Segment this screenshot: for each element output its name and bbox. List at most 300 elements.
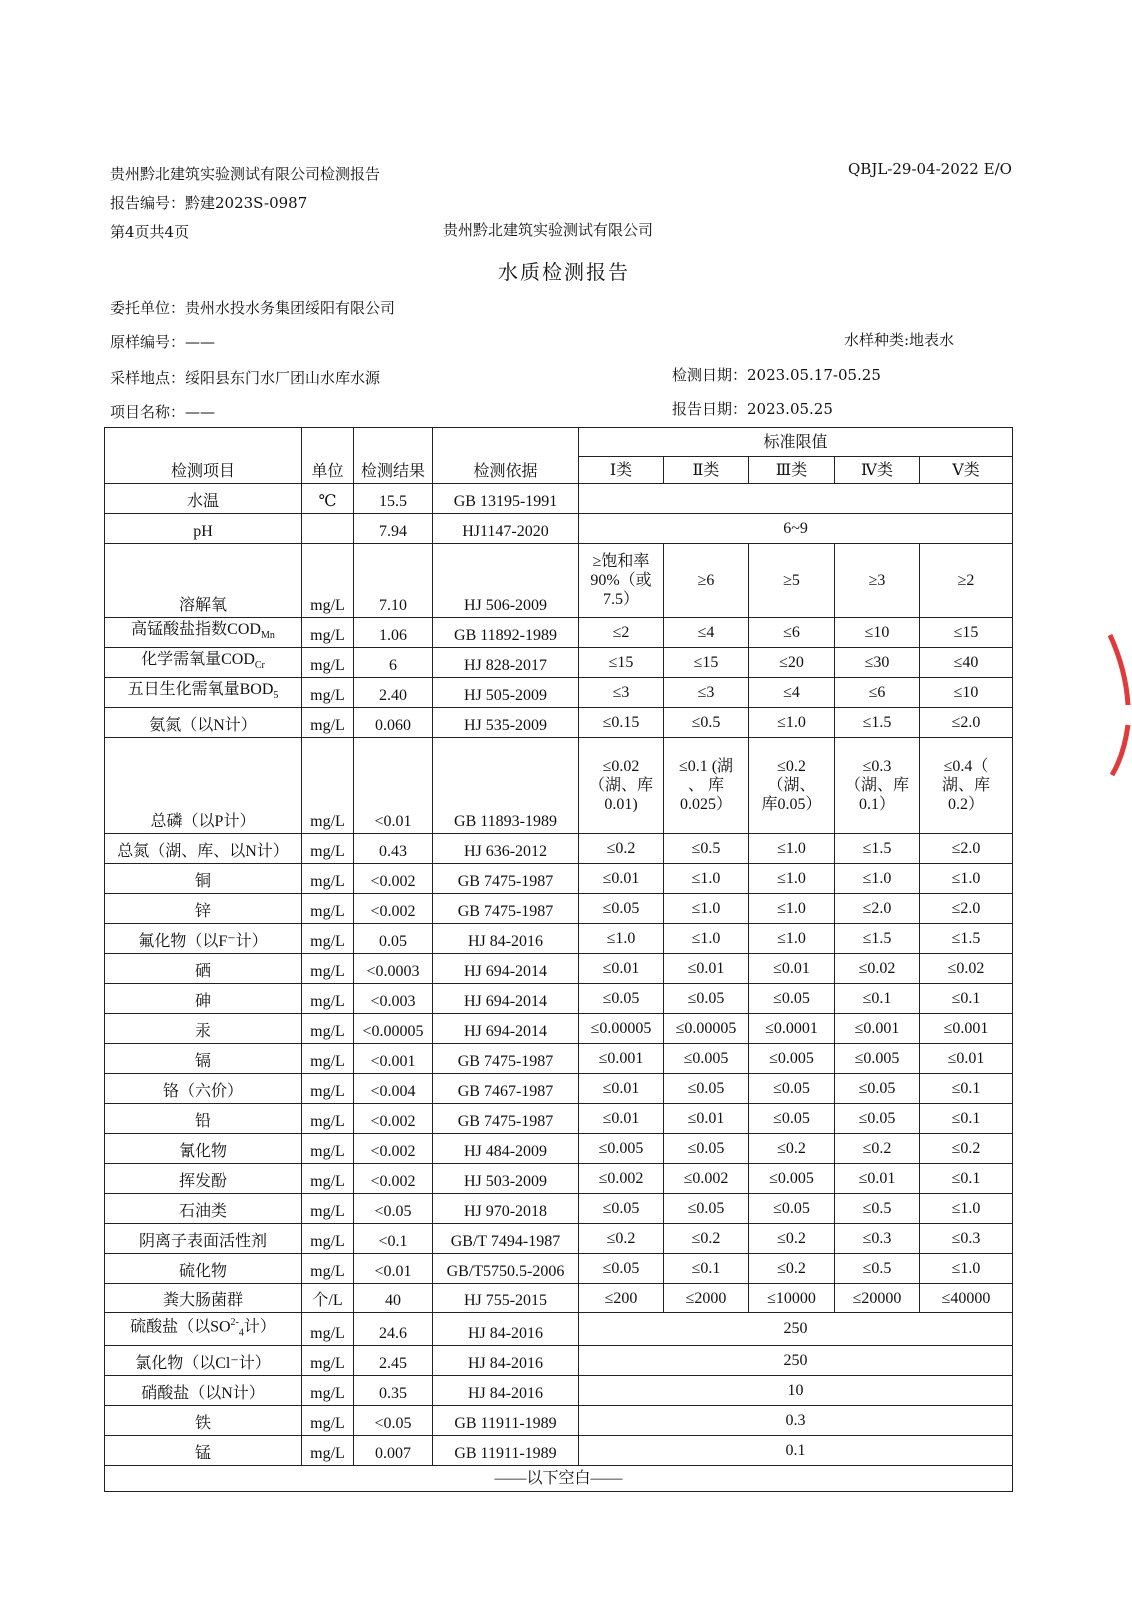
unit-cell: mg/L (302, 1375, 354, 1405)
limit-class-3-cell: ≤0.0001 (749, 1014, 835, 1044)
limit-class-1-cell: ≤0.05 (579, 1254, 664, 1284)
method-cell: HJ 84-2016 (433, 924, 579, 954)
limit-class-2-cell: ≤0.5 (664, 834, 749, 864)
item-name: 锌 (194, 903, 211, 920)
result-cell: <0.01 (354, 738, 433, 834)
item-subscript: 5 (273, 690, 279, 701)
limit-class-4-cell: ≤0.2 (835, 1134, 920, 1164)
limit-class-4-cell: ≤0.3 (835, 1224, 920, 1254)
result-cell: 6 (354, 648, 433, 678)
item-name-cell (105, 1164, 302, 1194)
table-row (105, 1284, 1013, 1313)
limit-class-3-cell: ≤0.05 (749, 1104, 835, 1134)
limit-class-2-cell: ≤1.0 (664, 924, 749, 954)
result-cell: 0.060 (354, 708, 433, 738)
limit-class-2-cell: ≤0.01 (664, 1104, 749, 1134)
limit-class-3-cell: ≤0.2 (749, 1134, 835, 1164)
unit-cell: mg/L (302, 1194, 354, 1224)
table-row (105, 1044, 1013, 1074)
unit-cell: mg/L (302, 1313, 354, 1346)
limit-class-4-cell: ≤0.3 （湖、库 0.1） (835, 738, 920, 834)
item-name-cell (105, 514, 302, 544)
result-cell: <0.05 (354, 1194, 433, 1224)
limit-class-3-cell: ≤1.0 (749, 864, 835, 894)
item-name-cell (105, 924, 302, 954)
unit-cell: mg/L (302, 544, 354, 618)
limit-class-2-cell: ≤0.5 (664, 708, 749, 738)
method-cell: HJ1147-2020 (433, 514, 579, 544)
item-name: 化学需氧量COD (141, 650, 255, 668)
limit-class-5-cell: ≤15 (920, 618, 1013, 648)
result-cell: <0.05 (354, 1405, 433, 1435)
limit-class-3-cell: ≤0.005 (749, 1044, 835, 1074)
table-row (105, 1134, 1013, 1164)
method-cell: HJ 506-2009 (433, 544, 579, 618)
item-name-cell (105, 1405, 302, 1435)
method-cell: HJ 970-2018 (433, 1194, 579, 1224)
item-name: 硒 (194, 963, 211, 980)
item-name: 五日生化需氧量BOD (127, 680, 274, 698)
limit-class-2-cell: ≥6 (664, 544, 749, 618)
limit-class-2-cell: ≤1.0 (664, 894, 749, 924)
limit-class-4-cell: ≤0.005 (835, 1044, 920, 1074)
limit-class-1-cell: ≤0.005 (579, 1134, 664, 1164)
limit-class-5-cell: ≤0.1 (920, 1164, 1013, 1194)
item-name-cell (105, 834, 302, 864)
limit-class-2-cell: ≤0.1 (664, 1254, 749, 1284)
limit-class-5-cell: ≤0.01 (920, 1044, 1013, 1074)
result-cell: <0.002 (354, 1134, 433, 1164)
unit-cell: mg/L (302, 708, 354, 738)
limit-class-5-cell: ≥2 (920, 544, 1013, 618)
limit-class-1-cell: ≤1.0 (579, 924, 664, 954)
limit-class-5-cell: ≤0.1 (920, 1104, 1013, 1134)
item-name: 氰化物 (178, 1143, 227, 1160)
item-name: 高锰酸盐指数COD (131, 620, 261, 638)
unit-cell: 个/L (302, 1284, 354, 1313)
limit-class-4-cell: ≥3 (835, 544, 920, 618)
sample-number-field: 原样编号：—— (110, 333, 216, 351)
document-code: QBJL-29-04-2022 E/O (848, 160, 1012, 178)
table-row (105, 954, 1013, 984)
location-field: 采样地点：绥阳县东门水厂团山水库水源 (110, 369, 381, 387)
limit-class-5-cell: ≤1.0 (920, 864, 1013, 894)
results-table (104, 427, 1013, 1492)
result-cell: <0.002 (354, 894, 433, 924)
limit-class-2-cell: ≤2000 (664, 1284, 749, 1313)
unit-cell: mg/L (302, 1074, 354, 1104)
page-info: 第4页共4页 (110, 223, 190, 241)
item-name: 锰 (194, 1444, 211, 1462)
limit-class-3-cell: ≤20 (749, 648, 835, 678)
item-name-cell (105, 1134, 302, 1164)
limit-class-5-cell: ≤1.0 (920, 1254, 1013, 1284)
header-class-3: Ⅲ类 (749, 457, 835, 484)
item-name: 铁 (194, 1414, 211, 1432)
result-cell: 2.40 (354, 678, 433, 708)
unit-cell: mg/L (302, 1405, 354, 1435)
method-cell: GB 11893-1989 (433, 738, 579, 834)
report-date-field: 报告日期：2023.05.25 (672, 400, 833, 418)
limit-class-4-cell: ≤2.0 (835, 894, 920, 924)
unit-cell: mg/L (302, 894, 354, 924)
limit-class-5-cell: ≤0.02 (920, 954, 1013, 984)
method-cell: HJ 694-2014 (433, 954, 579, 984)
limit-class-4-cell: ≤6 (835, 678, 920, 708)
table-row (105, 834, 1013, 864)
unit-cell: mg/L (302, 618, 354, 648)
item-name-cell (105, 1044, 302, 1074)
item-name-cell (105, 544, 302, 618)
item-name-cell (105, 864, 302, 894)
method-cell: GB 11911-1989 (433, 1435, 579, 1465)
table-row (105, 864, 1013, 894)
table-row (105, 1435, 1013, 1465)
item-name-cell (105, 484, 302, 514)
limit-class-1-cell: ≤0.01 (579, 954, 664, 984)
limit-class-1-cell: ≤0.2 (579, 1224, 664, 1254)
unit-cell: mg/L (302, 1164, 354, 1194)
company-report-title: 贵州黔北建筑实验测试有限公司检测报告 (110, 165, 381, 183)
item-name-cell (105, 1104, 302, 1134)
item-name: 阴离子表面活性剂 (138, 1233, 267, 1250)
limit-class-3-cell: ≤1.0 (749, 708, 835, 738)
item-name-cell (105, 954, 302, 984)
item-name-cell (105, 678, 302, 708)
limit-class-1-cell: ≥饱和率 90%（或 7.5） (579, 544, 664, 618)
method-cell: HJ 828-2017 (433, 648, 579, 678)
limit-class-5-cell: ≤40 (920, 648, 1013, 678)
item-name: 铜 (194, 873, 211, 890)
result-cell: <0.1 (354, 1224, 433, 1254)
item-name: 水温 (186, 493, 219, 510)
method-cell: HJ 535-2009 (433, 708, 579, 738)
limit-merged-cell (579, 484, 1013, 514)
limit-class-3-cell: ≤10000 (749, 1284, 835, 1313)
table-row (105, 1164, 1013, 1194)
limit-class-4-cell: ≤0.05 (835, 1074, 920, 1104)
unit-cell: mg/L (302, 924, 354, 954)
table-row (105, 1345, 1013, 1375)
limit-class-5-cell: ≤0.1 (920, 984, 1013, 1014)
limit-class-5-cell: ≤1.0 (920, 1194, 1013, 1224)
table-row (105, 924, 1013, 954)
limit-class-2-cell: ≤0.00005 (664, 1014, 749, 1044)
table-row (105, 484, 1013, 514)
limit-class-5-cell: ≤0.001 (920, 1014, 1013, 1044)
limit-class-5-cell: ≤1.5 (920, 924, 1013, 954)
method-cell: GB 13195-1991 (433, 484, 579, 514)
limit-class-3-cell: ≤0.2 (749, 1254, 835, 1284)
limit-class-3-cell: ≤1.0 (749, 924, 835, 954)
limit-class-1-cell: ≤0.05 (579, 984, 664, 1014)
item-name: 氯化物（以Cl⁻计） (135, 1354, 271, 1372)
limit-class-3-cell: ≤0.01 (749, 954, 835, 984)
limit-class-3-cell: ≥5 (749, 544, 835, 618)
limit-class-1-cell: ≤0.01 (579, 1104, 664, 1134)
limit-class-1-cell: ≤3 (579, 678, 664, 708)
limit-class-2-cell: ≤0.01 (664, 954, 749, 984)
limit-class-4-cell: ≤30 (835, 648, 920, 678)
table-row (105, 984, 1013, 1014)
limit-class-5-cell: ≤40000 (920, 1284, 1013, 1313)
item-name: 硫化物 (178, 1263, 227, 1280)
item-name-cell (105, 1284, 302, 1313)
limit-class-1-cell: ≤0.2 (579, 834, 664, 864)
method-cell: GB 7475-1987 (433, 1044, 579, 1074)
header-item: 检测项目 (105, 428, 302, 484)
unit-cell: mg/L (302, 1044, 354, 1074)
method-cell: GB 7467-1987 (433, 1074, 579, 1104)
result-cell: <0.002 (354, 1164, 433, 1194)
header-class-1: Ⅰ类 (579, 457, 664, 484)
unit-cell: mg/L (302, 738, 354, 834)
unit-cell: mg/L (302, 864, 354, 894)
unit-cell: mg/L (302, 1254, 354, 1284)
limit-class-1-cell: ≤0.01 (579, 864, 664, 894)
company-name: 贵州黔北建筑实验测试有限公司 (443, 221, 654, 239)
table-row (105, 544, 1013, 618)
seal-fragment (1102, 630, 1132, 780)
unit-cell: mg/L (302, 1104, 354, 1134)
result-cell: 40 (354, 1284, 433, 1313)
method-cell: HJ 84-2016 (433, 1375, 579, 1405)
limit-class-5-cell: ≤10 (920, 678, 1013, 708)
table-row (105, 1375, 1013, 1405)
table-footer-note: ——以下空白—— (105, 1465, 1013, 1491)
table-row (105, 1074, 1013, 1104)
report-number: 报告编号：黔建2023S-0987 (110, 194, 308, 212)
table-row (105, 1014, 1013, 1044)
page-title: 水质检测报告 (498, 260, 630, 284)
limit-class-1-cell: ≤15 (579, 648, 664, 678)
result-cell: <0.001 (354, 1044, 433, 1074)
unit-cell: mg/L (302, 678, 354, 708)
header-class-5: Ⅴ类 (920, 457, 1013, 484)
item-name: 溶解氧 (178, 597, 227, 614)
item-name: 铅 (194, 1113, 211, 1130)
table-row (105, 1405, 1013, 1435)
table-row (105, 738, 1013, 834)
limit-class-3-cell: ≤1.0 (749, 894, 835, 924)
test-date-field: 检测日期：2023.05.17-05.25 (672, 366, 881, 384)
result-cell: 0.35 (354, 1375, 433, 1405)
limit-class-5-cell: ≤0.2 (920, 1134, 1013, 1164)
limit-class-5-cell: ≤2.0 (920, 834, 1013, 864)
unit-cell: mg/L (302, 1014, 354, 1044)
table-row (105, 1313, 1013, 1346)
method-cell: HJ 694-2014 (433, 984, 579, 1014)
limit-class-1-cell: ≤0.001 (579, 1044, 664, 1074)
table-row (105, 1224, 1013, 1254)
limit-class-5-cell: ≤2.0 (920, 894, 1013, 924)
limit-class-3-cell: ≤1.0 (749, 834, 835, 864)
method-cell: HJ 505-2009 (433, 678, 579, 708)
result-cell: 7.10 (354, 544, 433, 618)
unit-cell: mg/L (302, 834, 354, 864)
limit-class-1-cell: ≤0.05 (579, 1194, 664, 1224)
table-row (105, 708, 1013, 738)
item-name: 总氮（湖、库、以N计） (117, 843, 289, 860)
limit-merged-cell: 0.3 (579, 1405, 1013, 1435)
limit-class-5-cell: ≤2.0 (920, 708, 1013, 738)
limit-class-4-cell: ≤10 (835, 618, 920, 648)
header-class-4: Ⅳ类 (835, 457, 920, 484)
item-name: 铬（六价） (162, 1083, 243, 1100)
unit-cell: mg/L (302, 954, 354, 984)
unit-cell: mg/L (302, 1224, 354, 1254)
item-name: 汞 (194, 1023, 211, 1040)
table-row (105, 678, 1013, 708)
limit-class-1-cell: ≤0.15 (579, 708, 664, 738)
unit-cell: mg/L (302, 1345, 354, 1375)
method-cell: GB 11892-1989 (433, 618, 579, 648)
result-cell: <0.002 (354, 864, 433, 894)
item-name: 硝酸盐（以N计） (141, 1384, 265, 1402)
item-name: 氨氮（以N计） (149, 717, 257, 734)
method-cell: GB/T 7494-1987 (433, 1224, 579, 1254)
limit-merged-cell: 10 (579, 1375, 1013, 1405)
result-cell: 24.6 (354, 1313, 433, 1346)
item-name-cell (105, 738, 302, 834)
limit-class-4-cell: ≤1.5 (835, 708, 920, 738)
limit-class-1-cell: ≤0.01 (579, 1074, 664, 1104)
limit-class-5-cell: ≤0.4（ 湖、库 0.2） (920, 738, 1013, 834)
result-cell: 0.05 (354, 924, 433, 954)
method-cell: GB 11911-1989 (433, 1405, 579, 1435)
item-name: 氟化物（以F⁻计） (138, 933, 268, 950)
limit-class-2-cell: ≤15 (664, 648, 749, 678)
unit-cell: mg/L (302, 648, 354, 678)
limit-class-4-cell: ≤1.0 (835, 864, 920, 894)
limit-class-5-cell: ≤0.1 (920, 1074, 1013, 1104)
item-superscript: 2- (230, 1317, 239, 1328)
limit-class-4-cell: ≤1.5 (835, 834, 920, 864)
table-row (105, 1254, 1013, 1284)
limit-class-2-cell: ≤0.05 (664, 1134, 749, 1164)
limit-class-2-cell: ≤1.0 (664, 864, 749, 894)
item-subscript: Cr (254, 660, 265, 671)
result-cell: 7.94 (354, 514, 433, 544)
header-class-2: Ⅱ类 (664, 457, 749, 484)
result-cell: <0.003 (354, 984, 433, 1014)
header-standard: 标准限值 (579, 428, 1013, 457)
result-cell: <0.00005 (354, 1014, 433, 1044)
item-name-cell (105, 1194, 302, 1224)
item-name-cell (105, 1345, 302, 1375)
item-name: 挥发酚 (178, 1173, 227, 1190)
limit-class-3-cell: ≤0.005 (749, 1164, 835, 1194)
limit-class-2-cell: ≤4 (664, 618, 749, 648)
result-cell: 0.007 (354, 1435, 433, 1465)
method-cell: HJ 636-2012 (433, 834, 579, 864)
limit-class-1-cell: ≤0.002 (579, 1164, 664, 1194)
item-name-cell (105, 1435, 302, 1465)
result-cell: 1.06 (354, 618, 433, 648)
limit-class-2-cell: ≤0.005 (664, 1044, 749, 1074)
client-field: 委托单位：贵州水投水务集团绥阳有限公司 (110, 299, 396, 317)
item-name-cell (105, 1074, 302, 1104)
result-cell: <0.002 (354, 1104, 433, 1134)
limit-class-2-cell: ≤0.1 (湖 、 库 0.025） (664, 738, 749, 834)
limit-class-3-cell: ≤4 (749, 678, 835, 708)
limit-class-2-cell: ≤0.05 (664, 1074, 749, 1104)
unit-cell: ℃ (302, 484, 354, 514)
unit-cell (302, 514, 354, 544)
result-cell: 15.5 (354, 484, 433, 514)
item-name: 石油类 (178, 1203, 227, 1220)
header-unit: 单位 (302, 428, 354, 484)
table-row (105, 648, 1013, 678)
limit-class-3-cell: ≤6 (749, 618, 835, 648)
method-cell: HJ 84-2016 (433, 1345, 579, 1375)
table-row (105, 514, 1013, 544)
item-name-tail: 计） (243, 1318, 276, 1336)
limit-class-4-cell: ≤0.5 (835, 1254, 920, 1284)
limit-merged-cell: 0.1 (579, 1435, 1013, 1465)
method-cell: GB 7475-1987 (433, 894, 579, 924)
item-name-cell (105, 618, 302, 648)
method-cell: HJ 484-2009 (433, 1134, 579, 1164)
method-cell: HJ 84-2016 (433, 1313, 579, 1346)
result-cell: 0.43 (354, 834, 433, 864)
limit-class-2-cell: ≤0.05 (664, 984, 749, 1014)
method-cell: HJ 503-2009 (433, 1164, 579, 1194)
limit-class-3-cell: ≤0.2 （湖、 库0.05） (749, 738, 835, 834)
item-name-cell (105, 1313, 302, 1346)
item-name: 粪大肠菌群 (162, 1292, 243, 1309)
table-row (105, 1194, 1013, 1224)
limit-class-1-cell: ≤0.00005 (579, 1014, 664, 1044)
limit-class-4-cell: ≤1.5 (835, 924, 920, 954)
item-name-cell (105, 708, 302, 738)
item-name-cell (105, 894, 302, 924)
unit-cell: mg/L (302, 1435, 354, 1465)
result-cell: 2.45 (354, 1345, 433, 1375)
item-name-cell (105, 1014, 302, 1044)
limit-class-2-cell: ≤0.2 (664, 1224, 749, 1254)
method-cell: GB/T5750.5-2006 (433, 1254, 579, 1284)
limit-class-2-cell: ≤0.002 (664, 1164, 749, 1194)
limit-class-4-cell: ≤0.5 (835, 1194, 920, 1224)
limit-class-1-cell: ≤2 (579, 618, 664, 648)
method-cell: HJ 694-2014 (433, 1014, 579, 1044)
table-row (105, 894, 1013, 924)
header-result: 检测结果 (354, 428, 433, 484)
limit-class-3-cell: ≤0.05 (749, 1194, 835, 1224)
unit-cell: mg/L (302, 1134, 354, 1164)
table-row (105, 618, 1013, 648)
table-row (105, 1104, 1013, 1134)
limit-class-2-cell: ≤0.05 (664, 1194, 749, 1224)
limit-class-1-cell: ≤200 (579, 1284, 664, 1313)
item-name: 硫酸盐（以SO (130, 1318, 231, 1336)
limit-class-1-cell: ≤0.05 (579, 894, 664, 924)
item-name-cell (105, 1375, 302, 1405)
method-cell: GB 7475-1987 (433, 864, 579, 894)
limit-class-4-cell: ≤0.01 (835, 1164, 920, 1194)
limit-class-3-cell: ≤0.2 (749, 1224, 835, 1254)
limit-class-4-cell: ≤20000 (835, 1284, 920, 1313)
limit-merged-cell: 6~9 (579, 514, 1013, 544)
limit-class-4-cell: ≤0.1 (835, 984, 920, 1014)
item-name: 总磷（以P计） (150, 813, 256, 830)
result-cell: <0.0003 (354, 954, 433, 984)
item-subscript: 4 (238, 1327, 244, 1339)
limit-class-1-cell: ≤0.02 （湖、库 0.01) (579, 738, 664, 834)
header-method: 检测依据 (433, 428, 579, 484)
item-subscript: Mn (260, 630, 275, 641)
